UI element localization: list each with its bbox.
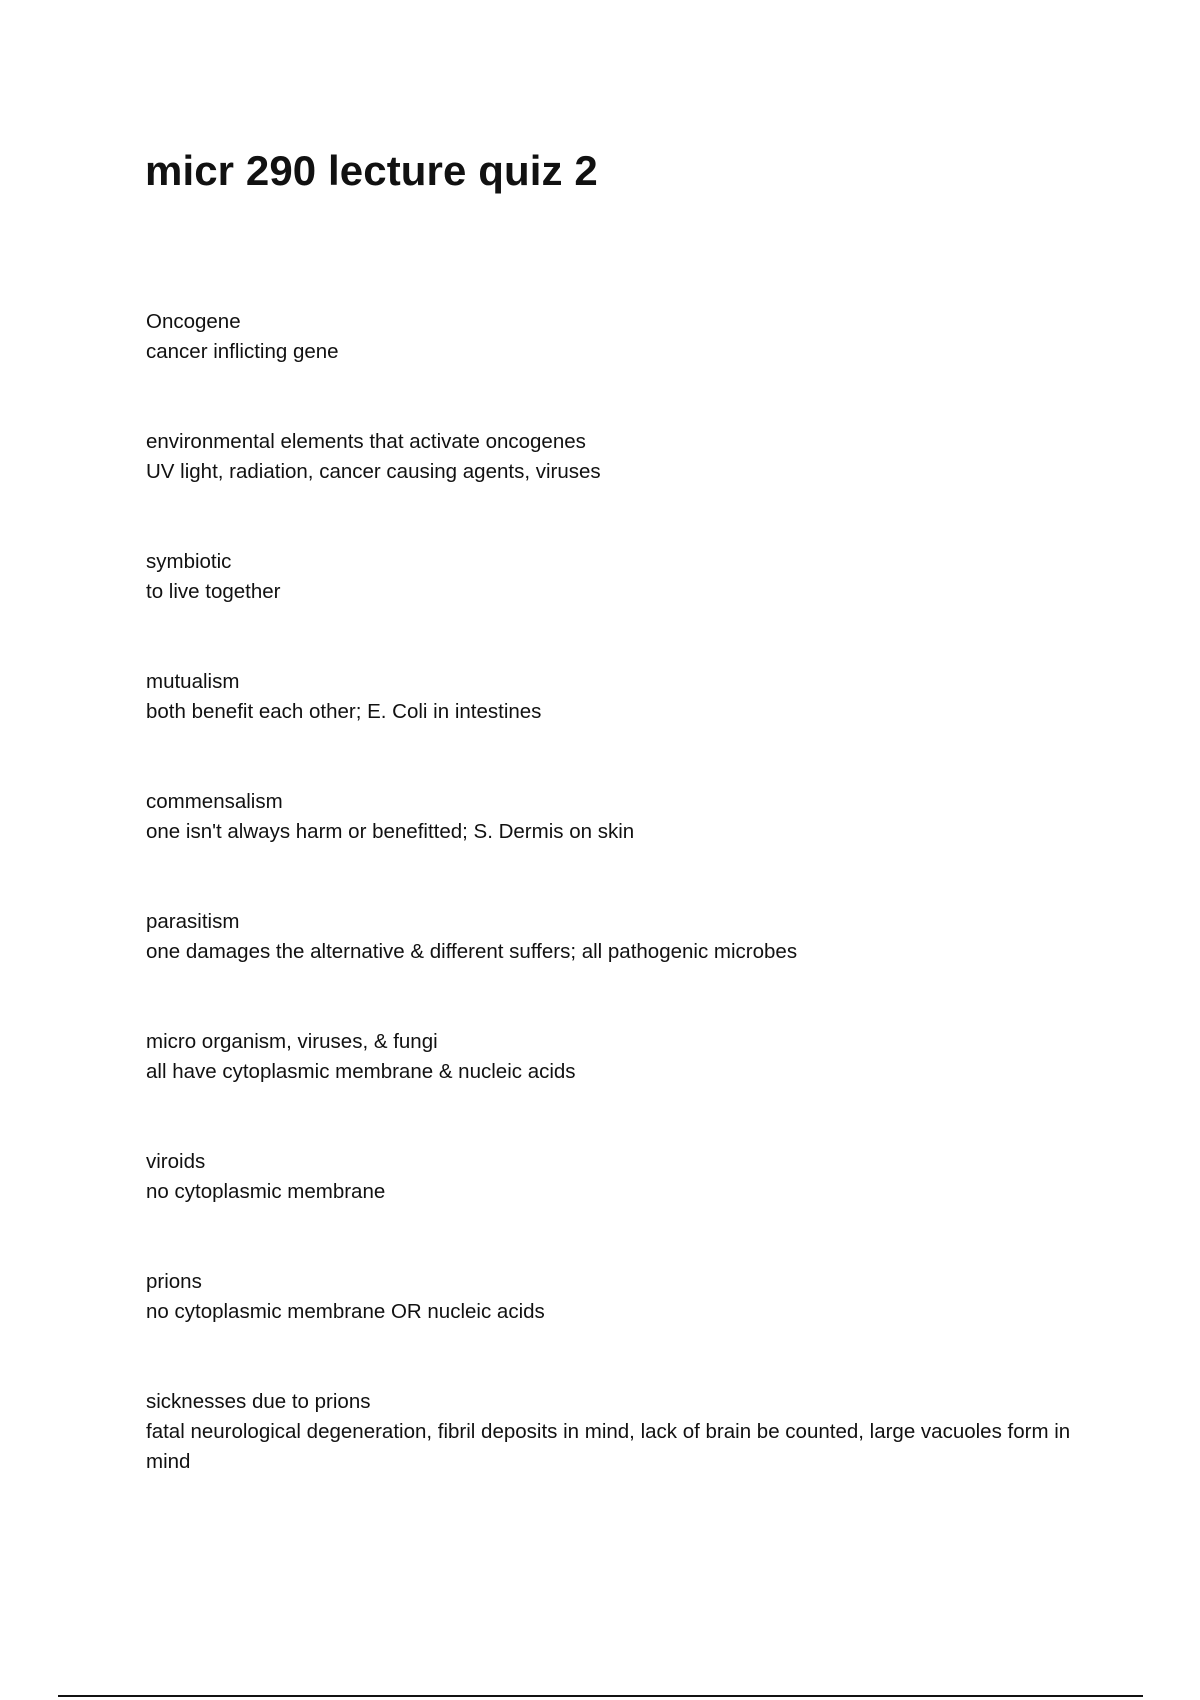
footer-divider	[58, 1695, 1143, 1697]
flashcard-term: viroids	[146, 1150, 206, 1173]
flashcard-definition: cancer inflicting gene	[146, 340, 339, 363]
flashcard-definition: one damages the alternative & different suffers; all pathogenic microbes	[146, 940, 798, 963]
flashcard	[146, 907, 1106, 967]
flashcard-definition: UV light, radiation, cancer causing agents, viruses	[146, 460, 601, 483]
flashcard-term: parasitism	[146, 910, 240, 933]
flashcard	[146, 1387, 1106, 1477]
flashcard-term: sicknesses due to prions	[146, 1390, 371, 1413]
flashcard-term: environmental elements that activate oncogenes	[146, 430, 586, 453]
flashcard-definition: both benefit each other; E. Coli in intestines	[146, 700, 542, 723]
flashcard	[146, 1027, 1106, 1087]
flashcard	[146, 547, 1106, 607]
page-title: micr 290 lecture quiz 2	[145, 147, 598, 194]
flashcard	[146, 307, 1106, 367]
flashcard-definition: fatal neurological degeneration, fibril deposits in mind, lack of brain be counted, large vacuoles form in mind	[146, 1420, 1071, 1473]
flashcard-definition: one isn't always harm or benefitted; S. Dermis on skin	[146, 820, 635, 843]
flashcard-definition: no cytoplasmic membrane	[146, 1180, 386, 1203]
flashcard	[146, 1267, 1106, 1327]
flashcard	[146, 667, 1106, 727]
flashcard	[146, 787, 1106, 847]
flashcard-definition: to live together	[146, 580, 281, 603]
flashcard-term: micro organism, viruses, & fungi	[146, 1030, 438, 1053]
flashcard	[146, 427, 1106, 487]
flashcard-term: commensalism	[146, 790, 283, 813]
flashcard-list	[146, 307, 1106, 1537]
flashcard-term: prions	[146, 1270, 202, 1293]
flashcard-definition: all have cytoplasmic membrane & nucleic acids	[146, 1060, 576, 1083]
flashcard	[146, 1147, 1106, 1207]
flashcard-term: Oncogene	[146, 310, 241, 333]
flashcard-term: mutualism	[146, 670, 240, 693]
flashcard-definition: no cytoplasmic membrane OR nucleic acids	[146, 1300, 545, 1323]
flashcard-term: symbiotic	[146, 550, 232, 573]
